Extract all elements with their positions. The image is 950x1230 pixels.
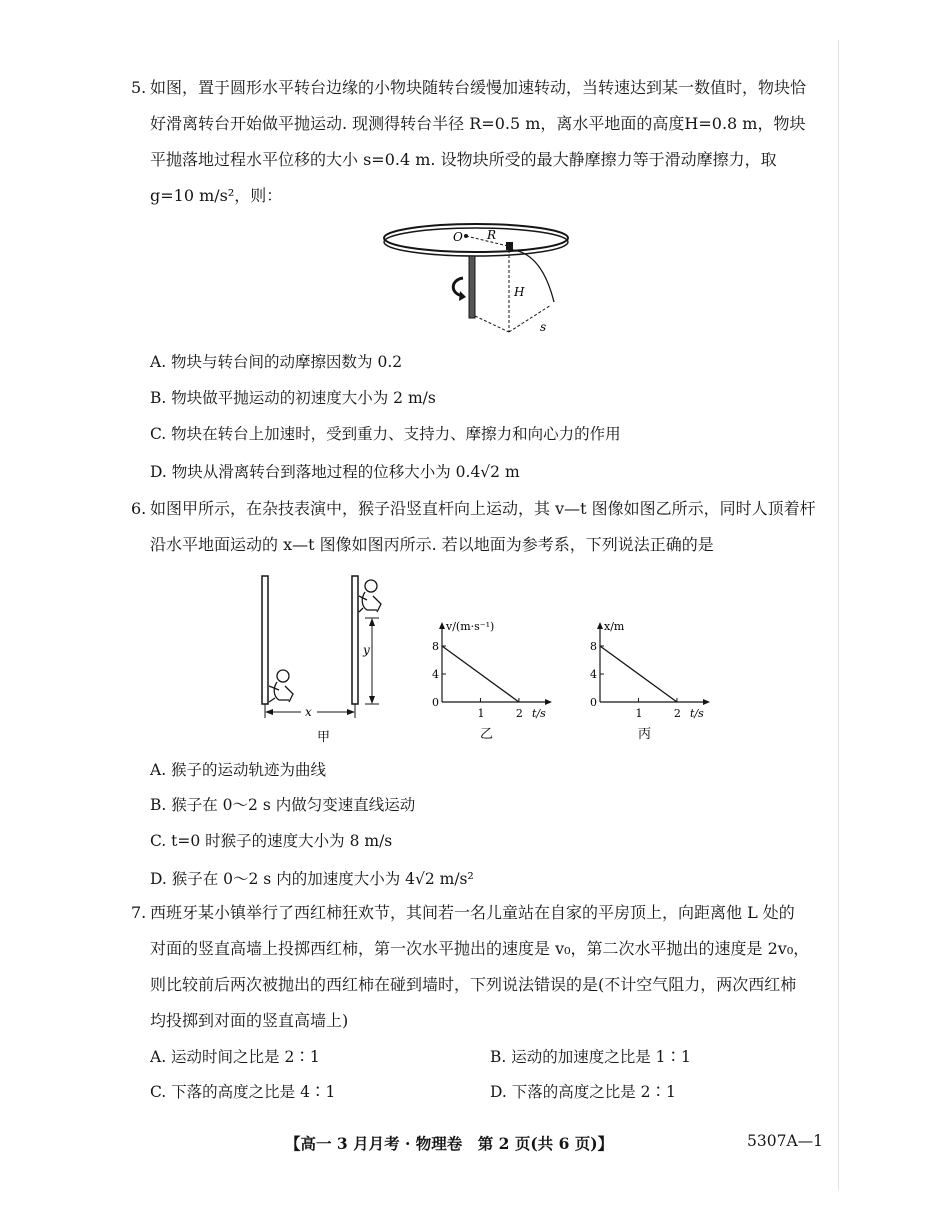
q5-turntable-figure [380, 222, 580, 340]
y-tick-label: 0 [590, 696, 597, 709]
q7-option-b: B. 运动的加速度之比是 1∶1 [490, 1048, 691, 1066]
q7-text-line-2: 对面的竖直高墙上投掷西红柿，第一次水平抛出的速度是 v₀，第二次水平抛出的速度是 2v₀， [150, 939, 810, 958]
x-axis-label: t/s [690, 707, 704, 720]
q6-text-line-2: 沿水平地面运动的 x—t 图像如图丙所示. 若以地面为参考系，下列说法正确的是 [150, 535, 714, 554]
q6-chart-bing [570, 620, 720, 750]
q6-number: 6. [131, 499, 147, 518]
q5-text-line-4: g=10 m/s²，则： [150, 186, 283, 205]
label-y: y [363, 643, 370, 657]
y-axis-label: x/m [604, 620, 625, 633]
center-point [464, 234, 468, 238]
q5-text-line-3: 平抛落地过程水平位移的大小 s=0.4 m. 设物块所受的最大静摩擦力等于滑动摩擦力，取 [150, 150, 777, 169]
q7-option-a: A. 运动时间之比是 2∶1 [150, 1048, 320, 1066]
y-axis-label: v/(m·s⁻¹) [446, 620, 495, 633]
chart-caption: 乙 [480, 727, 494, 742]
block [506, 242, 513, 250]
x-tick-label: 2 [673, 707, 681, 720]
series-line-x [600, 646, 677, 702]
x-tick-label: 1 [477, 707, 485, 720]
page-edge-rule [838, 40, 839, 1190]
page-code: 5307A—1 [747, 1132, 824, 1150]
y-tick-label: 4 [590, 668, 597, 681]
q7-text-line-4: 均投掷到对面的竖直高墙上) [150, 1011, 349, 1030]
x-axis-label: t/s [532, 707, 546, 720]
x-axis-arrow [703, 699, 710, 705]
q6-figure-jia [255, 570, 385, 750]
q7-option-d: D. 下落的高度之比是 2∶1 [490, 1083, 676, 1101]
label-o: O [453, 230, 463, 244]
q5-option-d: D. 物块从滑离转台到落地过程的位移大小为 0.4√2 m [150, 463, 520, 481]
x-tick-label: 1 [635, 707, 643, 720]
monkey-bottom-icon [269, 670, 293, 702]
base-line [475, 316, 509, 332]
chart-caption: 丙 [638, 727, 652, 742]
q6-text-line-1: 如图甲所示，在杂技表演中，猴子沿竖直杆向上运动，其 v—t 图像如图乙所示，同时人顶着杆 [150, 499, 816, 518]
y-axis-arrow [439, 622, 445, 629]
y-tick-label: 8 [590, 640, 597, 653]
pole-right [352, 576, 358, 704]
label-x: x [305, 705, 312, 719]
x-tick-label: 2 [515, 707, 523, 720]
label-s: s [540, 320, 547, 334]
q6-option-b: B. 猴子在 0～2 s 内做匀变速直线运动 [150, 796, 416, 814]
q5-option-b: B. 物块做平抛运动的初速度大小为 2 m/s [150, 389, 436, 407]
label-h: H [514, 285, 525, 299]
pole-left [262, 576, 268, 704]
q6-option-a: A. 猴子的运动轨迹为曲线 [150, 761, 327, 779]
q7-number: 7. [131, 903, 147, 922]
y-tick-label: 8 [432, 640, 439, 653]
q5-option-c: C. 物块在转台上加速时，受到重力、支持力、摩擦力和向心力的作用 [150, 425, 621, 443]
y-axis-arrow [597, 622, 603, 629]
monkey-top-icon [359, 580, 381, 612]
label-r: R [487, 228, 497, 242]
y-tick-label: 4 [432, 668, 439, 681]
shaft [469, 256, 475, 318]
q6-chart-yi [412, 620, 562, 750]
q5-text-line-1: 如图，置于圆形水平转台边缘的小物块随转台缓慢加速转动，当转速达到某一数值时，物块恰 [150, 78, 807, 97]
page-footer-title: 【高一 3 月月考 · 物理卷 第 2 页(共 6 页)】 [285, 1134, 614, 1153]
caption-jia: 甲 [317, 730, 331, 745]
q6-option-d: D. 猴子在 0～2 s 内的加速度大小为 4√2 m/s² [150, 870, 474, 888]
y-tick-label: 0 [432, 696, 439, 709]
q5-text-line-2: 好滑离转台开始做平抛运动. 现测得转台半径 R=0.5 m，离水平地面的高度H=0.8 m，物块 [150, 114, 806, 133]
x-axis-arrow [545, 699, 552, 705]
q5-number: 5. [131, 78, 147, 97]
q7-text-line-1: 西班牙某小镇举行了西红柿狂欢节，其间若一名儿童站在自家的平房顶上，向距离他 L 处的 [150, 903, 795, 922]
series-line-v [442, 646, 519, 702]
q6-option-c: C. t=0 时猴子的速度大小为 8 m/s [150, 832, 393, 850]
q7-text-line-3: 则比较前后两次被抛出的西红柿在碰到墙时，下列说法错误的是(不计空气阻力，两次西红柿 [150, 975, 797, 994]
q5-option-a: A. 物块与转台间的动摩擦因数为 0.2 [150, 353, 403, 371]
q7-option-c: C. 下落的高度之比是 4∶1 [150, 1083, 336, 1101]
